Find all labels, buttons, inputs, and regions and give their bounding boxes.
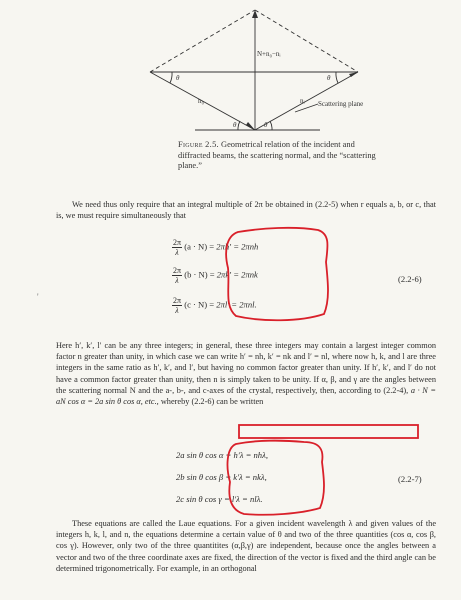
eq-lhs: 2c sin θ cos γ = [176, 494, 230, 504]
theta-label: θ [176, 74, 180, 82]
eq-lhs: (a · N) = [184, 241, 215, 252]
figure-number: Figure 2.5. [178, 140, 219, 149]
eq-lhs: 2a sin θ cos α = [176, 450, 232, 460]
ni-label: nᵢ [300, 97, 305, 105]
theta-label: θ [233, 121, 237, 129]
red-circle-eq-2-2-7 [228, 441, 324, 515]
eq-2-2-6-row-1: $\frac{2\pi}{\lambda}$ (a · N) = 2πh′ = 2πnh [173, 238, 259, 257]
margin-mark: ' [37, 292, 39, 302]
eq-rhs: 2πk′ = 2πnk [216, 269, 258, 280]
eq-lhs: 2b sin θ cos β = [176, 472, 232, 482]
eq-number-2-2-7: (2.2-7) [398, 474, 422, 484]
eq-lhs: (b · N) = [184, 269, 215, 280]
eq-rhs: h′λ = nhλ, [233, 450, 268, 460]
caption-text: Geometrical relation of the incident and diffracted beams, the scattering normal, and the “scattering plane.” [178, 140, 376, 171]
eq-rhs: 2πl′ = 2πnl. [216, 299, 257, 310]
eq-lhs: (c · N) = [184, 299, 215, 310]
eq-2-2-6-row-2: $\frac{2\pi}{\lambda}$ (b · N) = 2πk′ = 2πnk [173, 266, 258, 285]
scattering-plane-label: Scattering plane [318, 100, 364, 108]
normal-label: N+n₀−nᵢ [257, 50, 281, 58]
boxed-equation: a · N = aN cos α = 2a sin θ cos α, etc., [56, 385, 436, 407]
paragraph-2-text-end: whereby (2.2-6) can be written [160, 397, 264, 407]
paragraph-3: These equations are called the Laue equations. For a given incident wavelength λ and given values of the integers h, k, l, and n, the equations determine a certain value of θ and two of the three quantities (cos α, cos β, cos γ). However, only two of the three quantitites (α,β,γ) are independent, because once the angles between a vector and two of the three coordinate axes are fixed, the direction of the vector is fixed and the third angle can be determined trigonometrically. For example, in an orthogonal [56, 519, 436, 573]
theta-label: θ [264, 121, 268, 129]
paragraph-2-text: Here h′, k′, l′ can be any three integers; in general, these three integers may contain a largest integer common factor n greater than unity, in which case we can write h′ = nh, k′ = nk and l′ = nl, where now h, k, and l are three integers in the same ratio as h′, k′, and l′, but having no common factor greater than unity. If h′, k′, and l′ do not have a common factor greater than unity, then n is simply taken to be unity. If α, β, and γ are the angles between the scattering normal N and the a-, b-, and c-axes of the crystal, respectively, then, according to (2.2-4), [56, 341, 436, 395]
red-circle-eq-2-2-6 [226, 228, 328, 320]
eq-2-2-6-row-3: $\frac{2\pi}{\lambda}$ (c · N) = 2πl′ = 2πnl. [173, 296, 257, 315]
paragraph-1: We need thus only require that an integral multiple of 2π be obtained in (2.2-5) when r equals a, b, or c, that is, we must require simultaneously that [56, 200, 436, 221]
n0-label: n₀ [198, 97, 204, 105]
eq-rhs: l′λ = nlλ. [231, 494, 263, 504]
red-box-inline [239, 425, 418, 438]
eq-number-2-2-6: (2.2-6) [398, 274, 422, 284]
eq-rhs: k′λ = nkλ, [233, 472, 267, 482]
theta-label: θ [327, 74, 331, 82]
eq-rhs: 2πh′ = 2πnh [216, 241, 259, 252]
